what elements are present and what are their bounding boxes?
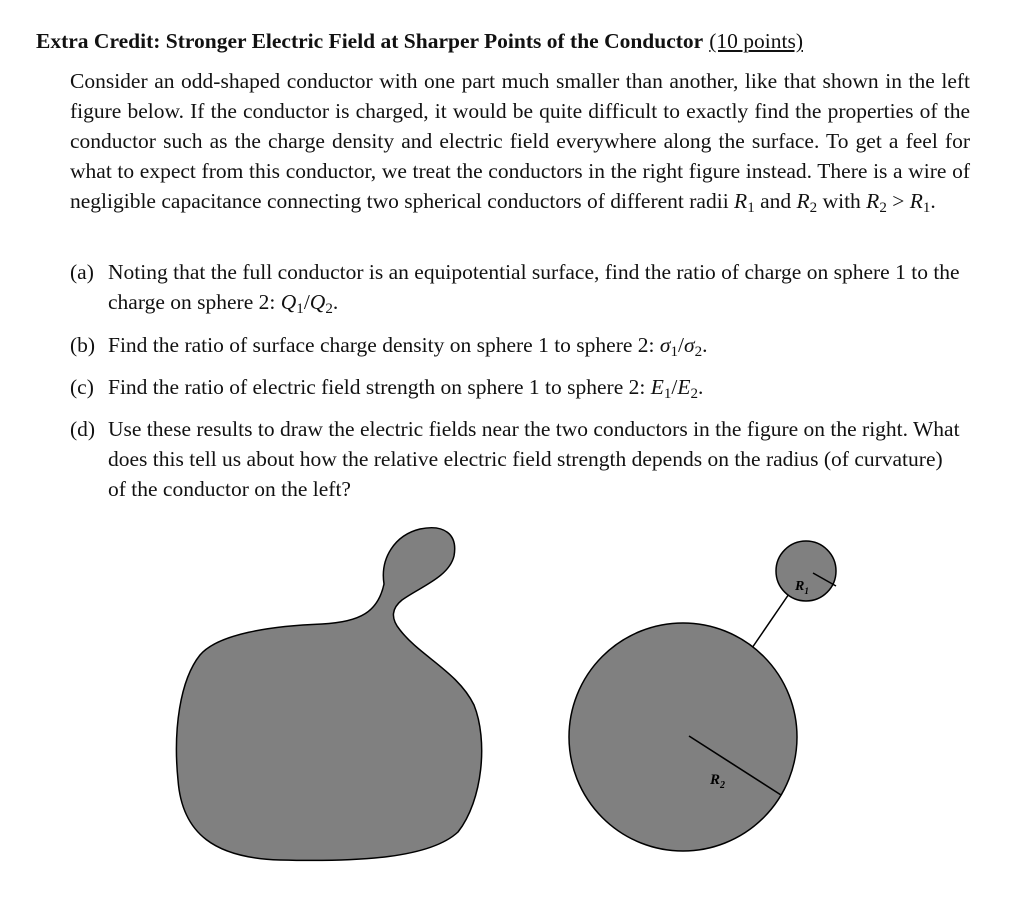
radius-r1-sub: 1 xyxy=(804,586,809,596)
intro-and: and xyxy=(754,189,797,213)
part-d-label: (d) xyxy=(70,417,96,441)
connecting-wire xyxy=(752,591,791,648)
part-c xyxy=(70,372,960,402)
cmp-gt: > xyxy=(886,189,910,213)
var-r1-sub: 1 xyxy=(747,200,755,217)
part-b-slash: / xyxy=(678,333,684,357)
var-r1: R xyxy=(734,189,748,213)
var-r2-sub: 2 xyxy=(809,200,818,217)
part-a-q2: Q xyxy=(309,290,326,314)
part-c-text: Find the ratio of electric field strength on sphere 1 to sphere 2: xyxy=(108,375,651,399)
part-b-s1: σ xyxy=(659,333,671,357)
intro-end: . xyxy=(930,189,936,213)
part-a-end: . xyxy=(332,290,339,314)
part-d xyxy=(70,414,960,504)
radius-r2-letter: R xyxy=(710,772,721,788)
part-c-e2-sub: 2 xyxy=(690,386,699,403)
part-b-label: (b) xyxy=(70,333,96,357)
part-b-s1-sub: 1 xyxy=(670,344,679,361)
part-a xyxy=(70,257,960,317)
problem-intro xyxy=(70,66,970,216)
part-b-text: Find the ratio of surface charge density on sphere 1 to sphere 2: xyxy=(108,333,660,357)
sphere-2 xyxy=(569,623,797,851)
cmp-a-sub: 2 xyxy=(879,200,887,217)
part-c-end: . xyxy=(698,375,704,399)
part-a-q2-sub: 2 xyxy=(325,301,333,318)
cmp-a: R xyxy=(866,189,880,213)
problem-points: (10 points) xyxy=(709,29,803,53)
radius-r2-sub: 2 xyxy=(720,780,726,791)
problem-title-text: Extra Credit: Stronger Electric Field at Sharper Points of the Conductor xyxy=(36,29,704,53)
part-b-s2-sub: 2 xyxy=(694,344,703,361)
conductor-figures xyxy=(0,505,1024,897)
part-c-e1-sub: 1 xyxy=(663,386,672,403)
cmp-b-sub: 1 xyxy=(922,200,931,217)
var-r2: R xyxy=(796,189,810,213)
part-c-e1: E xyxy=(650,375,664,399)
part-a-slash: / xyxy=(303,290,310,314)
cmp-b: R xyxy=(909,189,923,213)
part-a-text: Noting that the full conductor is an equipotential surface, find the ratio of charge on sphere 1 to the charge on sphere 2: xyxy=(108,260,960,314)
part-c-label: (c) xyxy=(70,375,94,399)
radius-r1-letter: R xyxy=(795,579,805,594)
part-a-q1: Q xyxy=(280,290,297,314)
part-c-slash: / xyxy=(671,375,678,399)
part-a-q1-sub: 1 xyxy=(296,301,304,318)
part-d-text: Use these results to draw the electric fields near the two conductors in the figure on the right. What does this tell us about how the relative electric field strength depends on the radius (of curvature) of the conductor on the left? xyxy=(108,417,960,501)
part-b-s2: σ xyxy=(684,333,695,357)
part-b xyxy=(70,330,960,360)
odd-shaped-conductor xyxy=(176,528,481,861)
problem-title xyxy=(36,26,996,56)
intro-with: with xyxy=(817,189,867,213)
part-c-e2: E xyxy=(677,375,691,399)
part-b-end: . xyxy=(702,333,708,357)
part-a-label: (a) xyxy=(70,260,94,284)
intro-text: Consider an odd-shaped conductor with one part much smaller than another, like that shown in the left figure below. If the conductor is charged, it would be quite difficult to exactly find the properties of the conductor such as the charge density and electric field everywhere along the surface. To get a feel for what to expect from this conductor, we treat the conductors in the right figure instead. There is a wire of negligible capacitance connecting two spherical conductors of different radii xyxy=(70,69,970,213)
